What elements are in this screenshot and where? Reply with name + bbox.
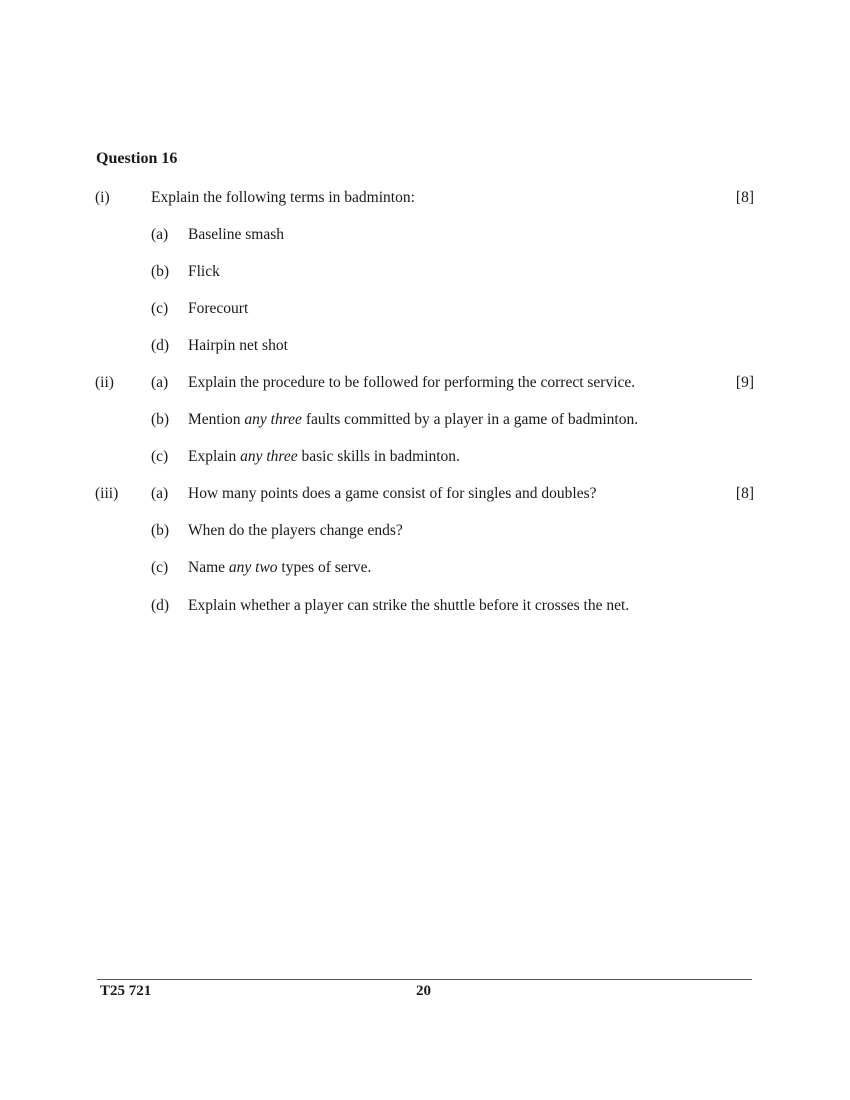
marks: [8]: [735, 189, 754, 206]
item-text: Explain whether a player can strike the shuttle before it crosses the net.: [188, 597, 630, 614]
item-text: Forecourt: [188, 300, 249, 317]
item-text: Hairpin net shot: [188, 337, 288, 354]
item-text: Mention any three faults committed by a player in a game of badminton.: [188, 411, 639, 428]
question-number: (i): [95, 189, 110, 206]
emphasis: any three: [240, 448, 298, 465]
item-label: (a): [151, 226, 169, 243]
question-i: [0, 187, 850, 209]
item-text: When do the players change ends?: [188, 522, 403, 539]
list-item: [0, 335, 850, 357]
question-iii-c: [0, 557, 850, 579]
question-ii-b: [0, 409, 850, 431]
page-number: 20: [416, 983, 431, 999]
question-ii-a: [0, 372, 850, 394]
item-text: Baseline smash: [188, 226, 284, 243]
item-text: Explain the procedure to be followed for performing the correct service.: [188, 374, 636, 391]
list-item: [0, 298, 850, 320]
item-label: (d): [151, 337, 170, 354]
item-label: (b): [151, 522, 170, 539]
item-label: (c): [151, 559, 169, 576]
item-label: (b): [151, 411, 170, 428]
question-text: Explain the following terms in badminton:: [151, 189, 415, 206]
item-label: (a): [151, 374, 169, 391]
page-title: Question 16: [96, 150, 178, 167]
item-label: (c): [151, 448, 169, 465]
marks: [9]: [735, 374, 754, 391]
question-iii-b: [0, 520, 850, 542]
emphasis: any two: [228, 559, 278, 576]
item-label: (c): [151, 300, 169, 317]
item-text: Flick: [188, 263, 220, 280]
question-ii-c: [0, 446, 850, 468]
item-text: Explain any three basic skills in badminton.: [188, 448, 460, 465]
marks: [8]: [735, 485, 754, 502]
question-number: (iii): [95, 485, 119, 502]
list-item: [0, 224, 850, 246]
item-label: (d): [151, 597, 170, 614]
question-number: (ii): [95, 374, 114, 391]
emphasis: any three: [244, 411, 302, 428]
footer-divider: [97, 979, 752, 980]
question-iii-d: [0, 595, 850, 617]
item-label: (a): [151, 485, 169, 502]
item-text: How many points does a game consist of for singles and doubles?: [188, 485, 597, 502]
question-iii-a: [0, 483, 850, 505]
item-label: (b): [151, 263, 170, 280]
item-text: Name any two types of serve.: [188, 559, 372, 576]
list-item: [0, 261, 850, 283]
paper-code: T25 721: [100, 983, 152, 999]
